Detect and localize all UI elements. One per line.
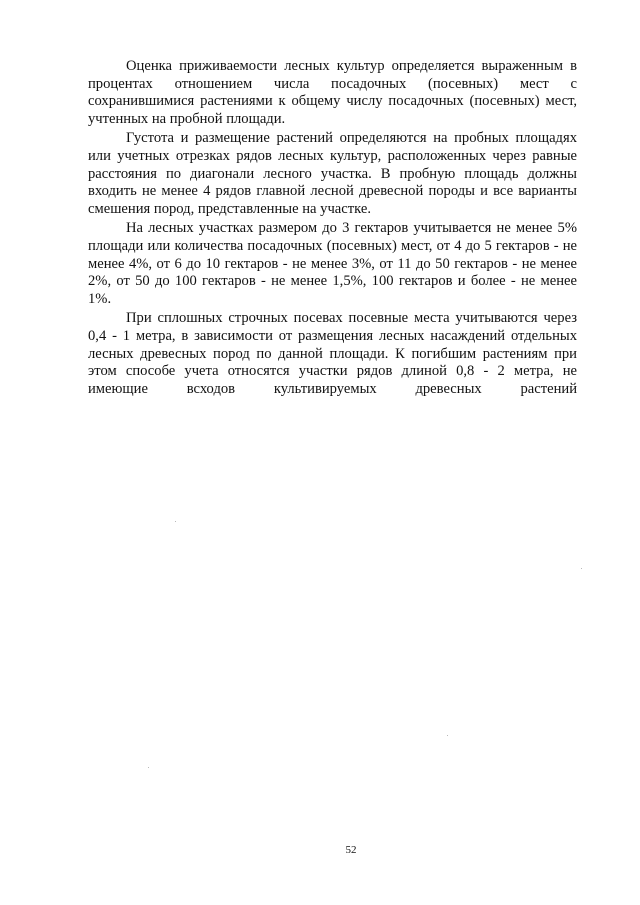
paragraph-row-sowing: При сплошных строчных посевах посевные места учитываются через 0,4 - 1 метра, в зависимости от размещения лесных насаждений отдельных лесных древесных пород по данной площади. К погибшим растениям при этом способе учета относятся участки рядов длиной 0,8 - 2 метра, не имеющие всходов культивируемых древесных растений (88, 310, 577, 397)
page-number: 52 (345, 844, 357, 856)
scan-speck (148, 767, 149, 768)
paragraph-density-placement: Густота и размещение растений определяются на пробных площадях или учетных отрезках рядов лесных культур, расположенных через равные расстояния по диагонали лесного участка. В пробную площадь должны входить не менее 4 рядов главной лесной древесной породы и все варианты смешения пород, представленные на участке. (88, 130, 577, 217)
scan-speck (447, 735, 448, 736)
document-body (88, 58, 577, 400)
scan-speck (581, 568, 582, 569)
paragraph-area-percentages: На лесных участках размером до 3 гектаров учитывается не менее 5% площади или количества посадочных (посевных) мест, от 4 до 5 гектаров - не менее 4%, от 6 до 10 гектаров - не менее 3%, от 11 до 50 гектаров - не менее 2%, от 50 до 100 гектаров - не менее 1,5%, 100 гектаров и более - не менее 1%. (88, 220, 577, 307)
paragraph-survival-rate: Оценка приживаемости лесных культур определяется выраженным в процентах отношением числа посадочных (посевных) мест с сохранившимися растениями к общему числу посадочных (посевных) мест, учтенных на пробной площади. (88, 58, 577, 127)
scan-speck (175, 521, 176, 522)
